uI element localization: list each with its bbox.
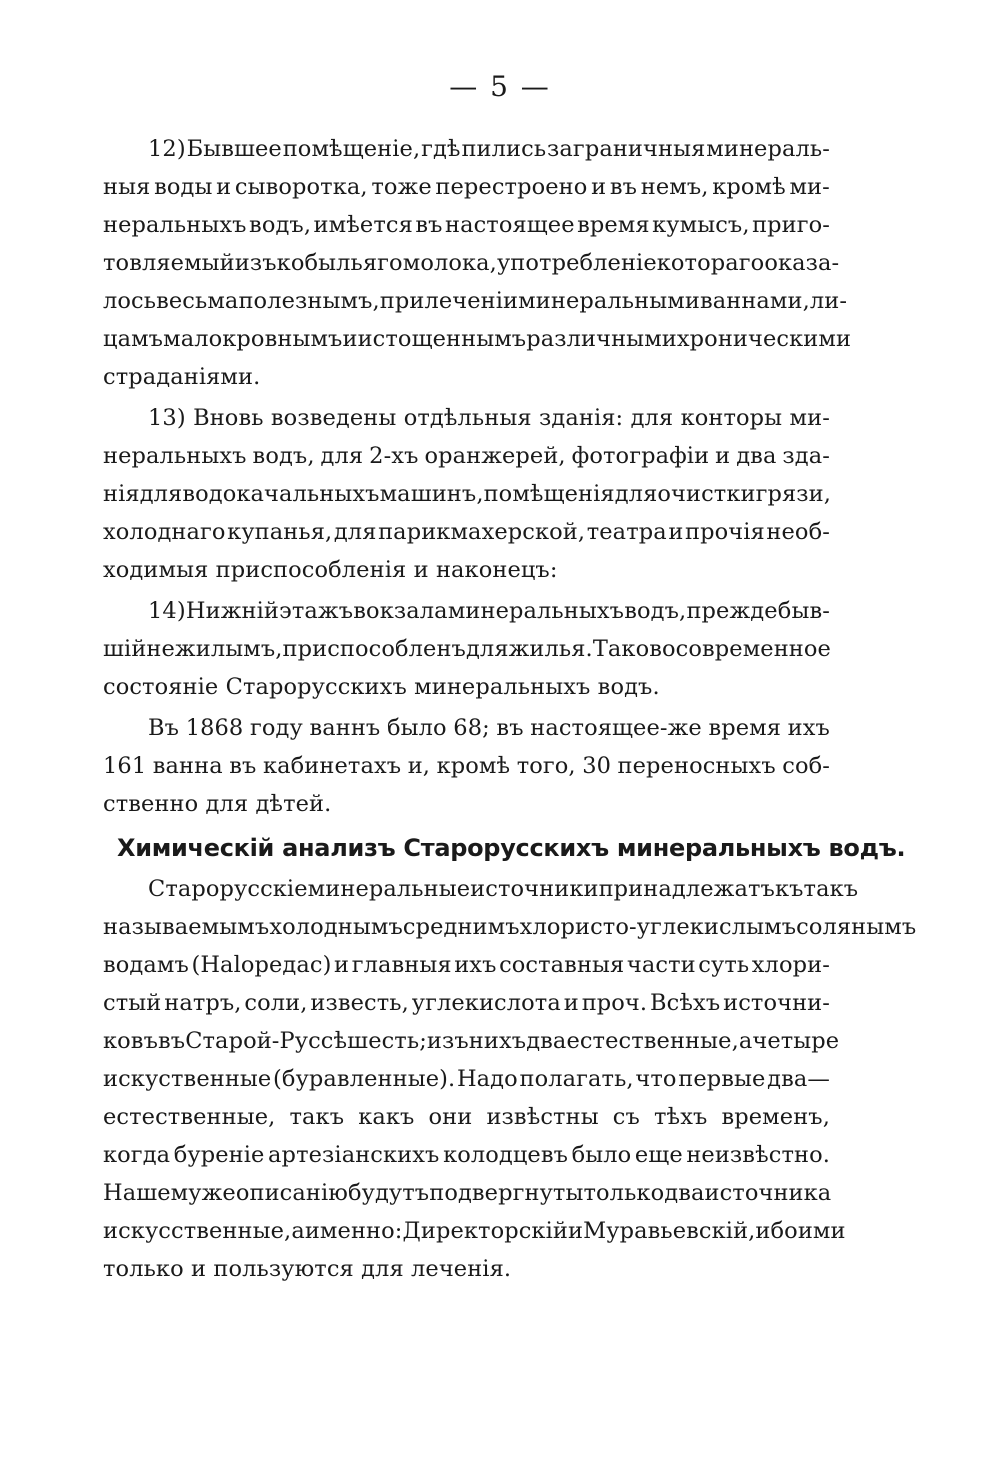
text-line: холоднаго купанья, для парикмахерской, театра и прочія необ-: [103, 519, 830, 545]
text-line: шій нежилымъ, приспособленъ для жилья. Таково современное: [103, 636, 831, 662]
paragraph-item-14: [103, 592, 830, 706]
paragraph-baths-1868: [103, 709, 830, 823]
text-line: нія для водокачальныхъ машинъ, помѣщенія для очистки грязи,: [103, 481, 832, 507]
paragraph-item-13: [103, 399, 830, 589]
text-line: лось весьма полезнымъ, при леченіи минеральными ваннами, ли-: [103, 288, 848, 314]
page-body: [103, 130, 917, 1291]
text-line: цамъ малокровнымъ и истощеннымъ различными хроническими: [103, 326, 852, 352]
paragraph-item-12: [103, 130, 852, 396]
section-heading: Химическій анализъ Старорусскихъ минеральныхъ водъ.: [117, 834, 906, 862]
text-line: Нашему же описанію будутъ подвергнуты только два источника: [103, 1180, 832, 1206]
text-line: 12) Бывшее помѣщеніе, гдѣ пились заграничныя минераль-: [148, 136, 830, 162]
page-number: — 5 —: [449, 70, 551, 103]
text-line: Старорусскіе минеральные источники принадлежатъ къ такъ: [148, 876, 859, 902]
text-line: ходимыя приспособленія и наконецъ:: [103, 557, 558, 583]
text-line: ственно для дѣтей.: [103, 791, 332, 817]
text-line: искуственные (буравленные). Надо полагать, что первые два—: [103, 1066, 830, 1092]
text-line: стый натръ, соли, известь, углекислота и проч. Всѣхъ источни-: [103, 990, 830, 1016]
text-line: когда буреніе артезіанскихъ колодцевъ было еще неизвѣстно.: [103, 1142, 830, 1168]
text-line: искусственные, а именно: Директорскій и Муравьевскій, ибо ими: [103, 1218, 846, 1244]
text-line: ныя воды и сыворотка, тоже перестроено и въ немъ, кромѣ ми-: [103, 174, 830, 200]
text-line: только и пользуются для леченія.: [103, 1256, 512, 1282]
text-line: неральныхъ водъ, для 2-хъ оранжерей, фотографіи и два зда-: [103, 443, 830, 469]
text-line: страданіями.: [103, 364, 261, 390]
text-line: состояніе Старорусскихъ минеральныхъ водъ.: [103, 674, 660, 700]
text-line: ковъ въ Старой-Руссѣ шесть; изъ нихъ два естественные, а четыре: [103, 1028, 840, 1054]
text-line: товляемый изъ кобыльяго молока, употребленіе котораго оказа-: [103, 250, 840, 276]
paragraph-analysis: [103, 870, 917, 1288]
text-line: 13) Вновь возведены отдѣльныя зданія: для конторы ми-: [148, 405, 830, 431]
text-line: 14) Нижній этажъ вокзала минеральныхъ водъ, прежде быв-: [148, 598, 830, 624]
text-line: называемымъ холоднымъ среднимъ хлористо-углекислымъ солянымъ: [103, 914, 917, 940]
text-line: неральныхъ водъ, имѣется въ настоящее время кумысъ, приго-: [103, 212, 830, 238]
text-line: водамъ (Halopeдac) и главныя ихъ составныя части суть хлори-: [103, 952, 830, 978]
text-line: 161 ванна въ кабинетахъ и, кромѣ того, 30 переносныхъ соб-: [103, 753, 830, 779]
text-line: естественные, такъ какъ они извѣстны съ тѣхъ временъ,: [103, 1104, 830, 1130]
text-line: Въ 1868 году ваннъ было 68; въ настоящее-же время ихъ: [148, 715, 830, 741]
